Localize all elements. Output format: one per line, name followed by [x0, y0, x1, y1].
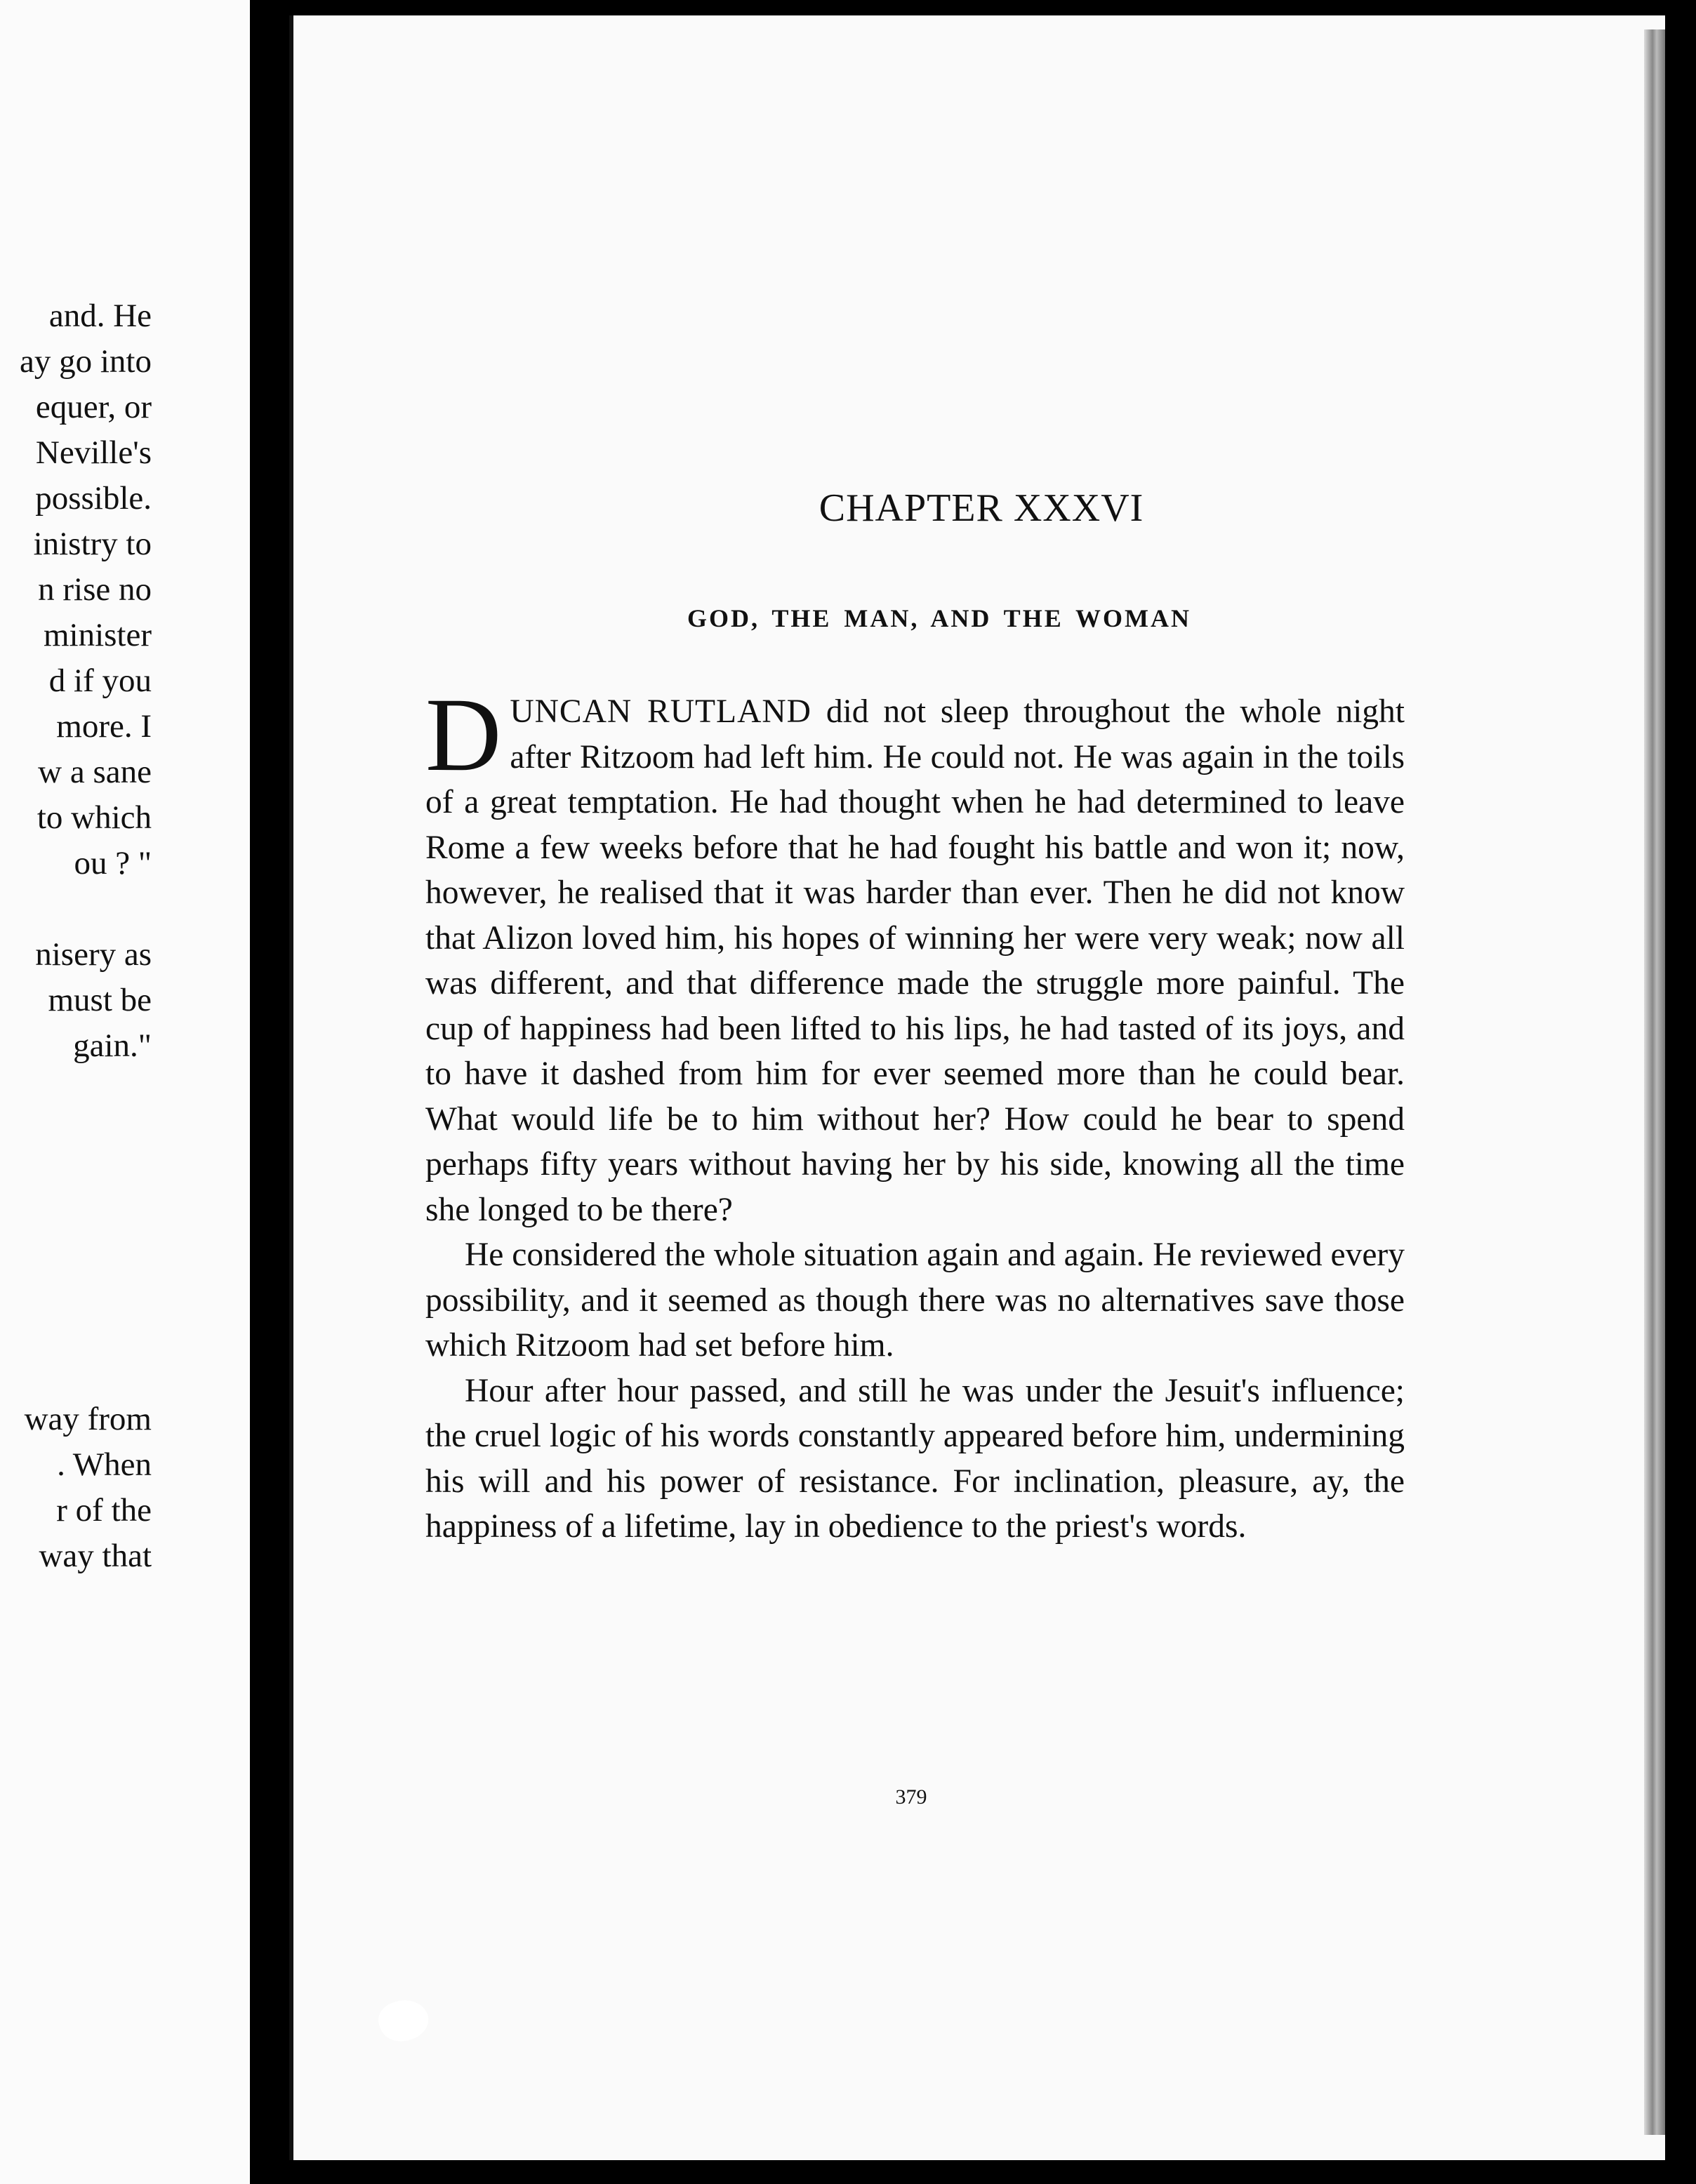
book-page: [289, 15, 1665, 2160]
chapter-subtitle: GOD, THE MAN, AND THE WOMAN: [687, 604, 1192, 632]
drop-cap: D: [425, 677, 502, 793]
top-line: equer, or: [35, 389, 152, 425]
page-edge: [1644, 29, 1665, 2135]
previous-page-text-bottom: [0, 1397, 152, 1579]
top-line: gain.": [73, 1027, 152, 1064]
page-number: 379: [895, 1785, 927, 1809]
top-line: inistry to: [33, 526, 152, 562]
top-line: [0, 886, 152, 932]
bottom-line: . When: [57, 1446, 152, 1483]
bottom-line: way that: [39, 1538, 152, 1574]
top-line: minister: [43, 617, 152, 653]
bottom-line: way from: [24, 1401, 152, 1437]
top-line: ou ? ": [74, 845, 152, 881]
top-line: must be: [48, 982, 152, 1018]
top-line: Neville's: [35, 434, 152, 471]
paragraph-1: [425, 677, 1405, 1232]
previous-page-fragment: [0, 0, 250, 2184]
book-gutter: [250, 0, 289, 2184]
top-line: nisery as: [35, 936, 152, 973]
chapter-body: [425, 677, 1405, 1550]
lead-words: UNCAN RUTLAND: [510, 693, 811, 730]
chapter-title: CHAPTER XXXVI: [819, 486, 1144, 530]
bottom-line: r of the: [56, 1492, 152, 1529]
paragraph-3: Hour after hour passed, and still he was under the Jesuit's influence; the cruel logic of his words constantly appeared before him, undermining his will and his power of resistance. For inclination, pleasure, ay, the happiness of a lifetime, lay in obedience to the priest's words.: [425, 1372, 1405, 1545]
top-line: more. I: [56, 708, 152, 745]
top-line: possible.: [35, 480, 152, 517]
top-line: and. He: [48, 298, 152, 334]
top-line: w a sane: [38, 754, 152, 790]
top-line: n rise no: [38, 571, 152, 608]
paragraph-1-text: did not sleep throughout the whole night after Ritzoom had left him. He could not. He was again in the toils of a great temptation. He had thought when he had determined to leave Rome a few weeks before that he had fought his battle and won it; now, however, he realised that it was harder than ever. Then he did not know that Alizon loved him, his hopes of winning her were very weak; now all was different, and that difference made the struggle more painful. The cup of happiness had been lifted to his lips, he had tasted of its joys, and to have it dashed from him for ever seemed more than he could bear. What would life be to him without her? How could he bear to spend perhaps fifty years without having her by his side, knowing all the time she longed to be there?: [425, 693, 1405, 1228]
paragraph-2: He considered the whole situation again and again. He reviewed every possibility, and it seemed as though there was no alternatives save those which Ritzoom had set before him.: [425, 1237, 1405, 1364]
top-line: ay go into: [20, 343, 152, 380]
top-line: d if you: [48, 662, 152, 699]
top-line: to which: [37, 799, 152, 836]
previous-page-text-top: [0, 293, 152, 1069]
